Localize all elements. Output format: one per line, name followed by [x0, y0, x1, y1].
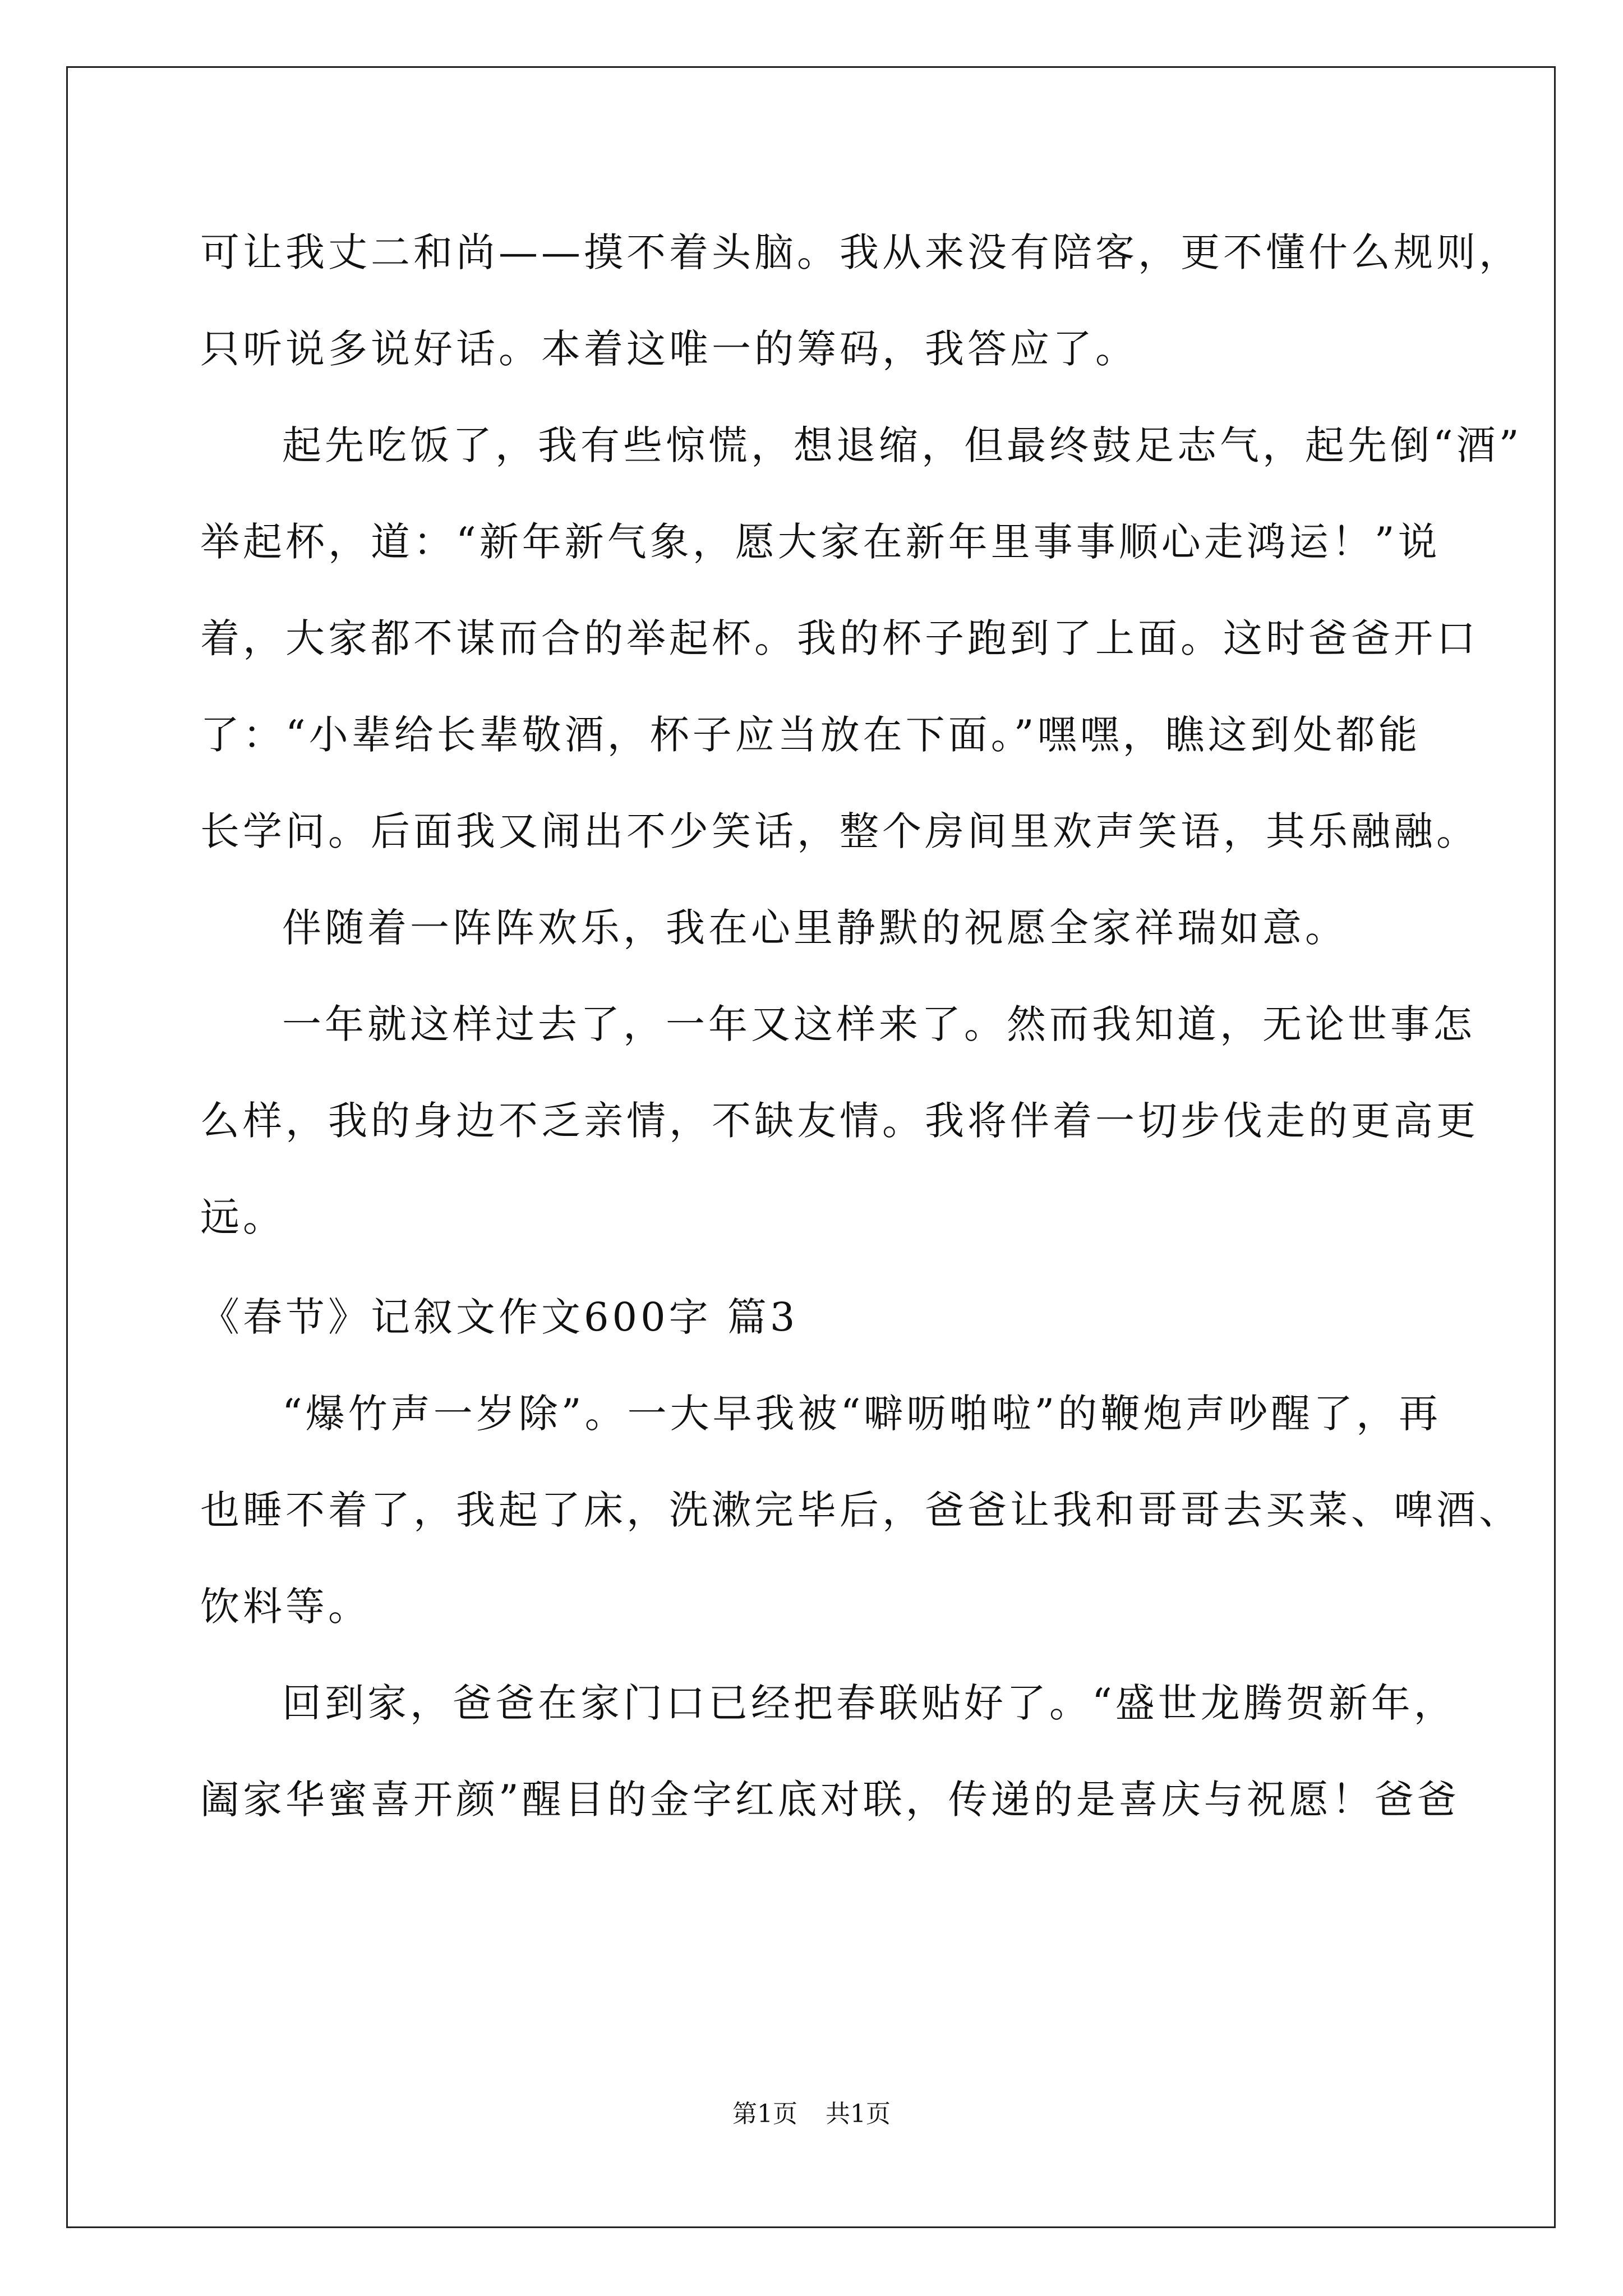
section-heading: 《春节》记叙文作文600字 篇3: [200, 1294, 799, 1340]
paragraph-line: 回到家，爸爸在家门口已经把春联贴好了。“盛世龙腾贺新年，: [282, 1680, 1456, 1726]
paragraph-line: 伴随着一阵阵欢乐，我在心里静默的祝愿全家祥瑞如意。: [282, 905, 1348, 951]
paragraph-line: 阖家华蜜喜开颜”醒目的金字红底对联，传递的是喜庆与祝愿！爸爸: [200, 1777, 1460, 1823]
paragraph-line: 可让我丈二和尚——摸不着头脑。我从来没有陪客，更不懂什么规则，: [200, 229, 1521, 275]
page-footer: [0, 2093, 1623, 2129]
paragraph-line: 一年就这样过去了，一年又这样来了。然而我知道，无论世事怎: [282, 1001, 1476, 1047]
paragraph-line: 只听说多说好话。本着这唯一的筹码，我答应了。: [200, 326, 1138, 372]
paragraph-line: 饮料等。: [200, 1584, 371, 1630]
paragraph-line: 举起杯，道：“新年新气象，愿大家在新年里事事顺心走鸿运！”说: [200, 519, 1441, 565]
page-total: 共1页: [826, 2100, 891, 2128]
paragraph-line: 长学问。后面我又闹出不少笑话，整个房间里欢声笑语，其乐融融。: [200, 808, 1479, 854]
paragraph-line: 着，大家都不谋而合的举起杯。我的杯子跑到了上面。这时爸爸开口: [200, 615, 1479, 661]
page-number: 第1页: [732, 2100, 797, 2128]
paragraph-line: 起先吃饭了，我有些惊慌，想退缩，但最终鼓足志气，起先倒“酒”: [282, 422, 1523, 468]
paragraph-line: 也睡不着了，我起了床，洗漱完毕后，爸爸让我和哥哥去买菜、啤酒、: [200, 1487, 1521, 1533]
paragraph-line: 了：“小辈给长辈敬酒，杯子应当放在下面。”嘿嘿，瞧这到处都能: [200, 712, 1421, 758]
paragraph-line: 么样，我的身边不乏亲情，不缺友情。我将伴着一切步伐走的更高更: [200, 1098, 1479, 1144]
paragraph-line: 远。: [200, 1194, 285, 1240]
document-body: [200, 210, 1523, 1854]
paragraph-line: “爆竹声一岁除”。一大早我被“噼呖啪啦”的鞭炮声吵醒了，再: [282, 1391, 1442, 1437]
